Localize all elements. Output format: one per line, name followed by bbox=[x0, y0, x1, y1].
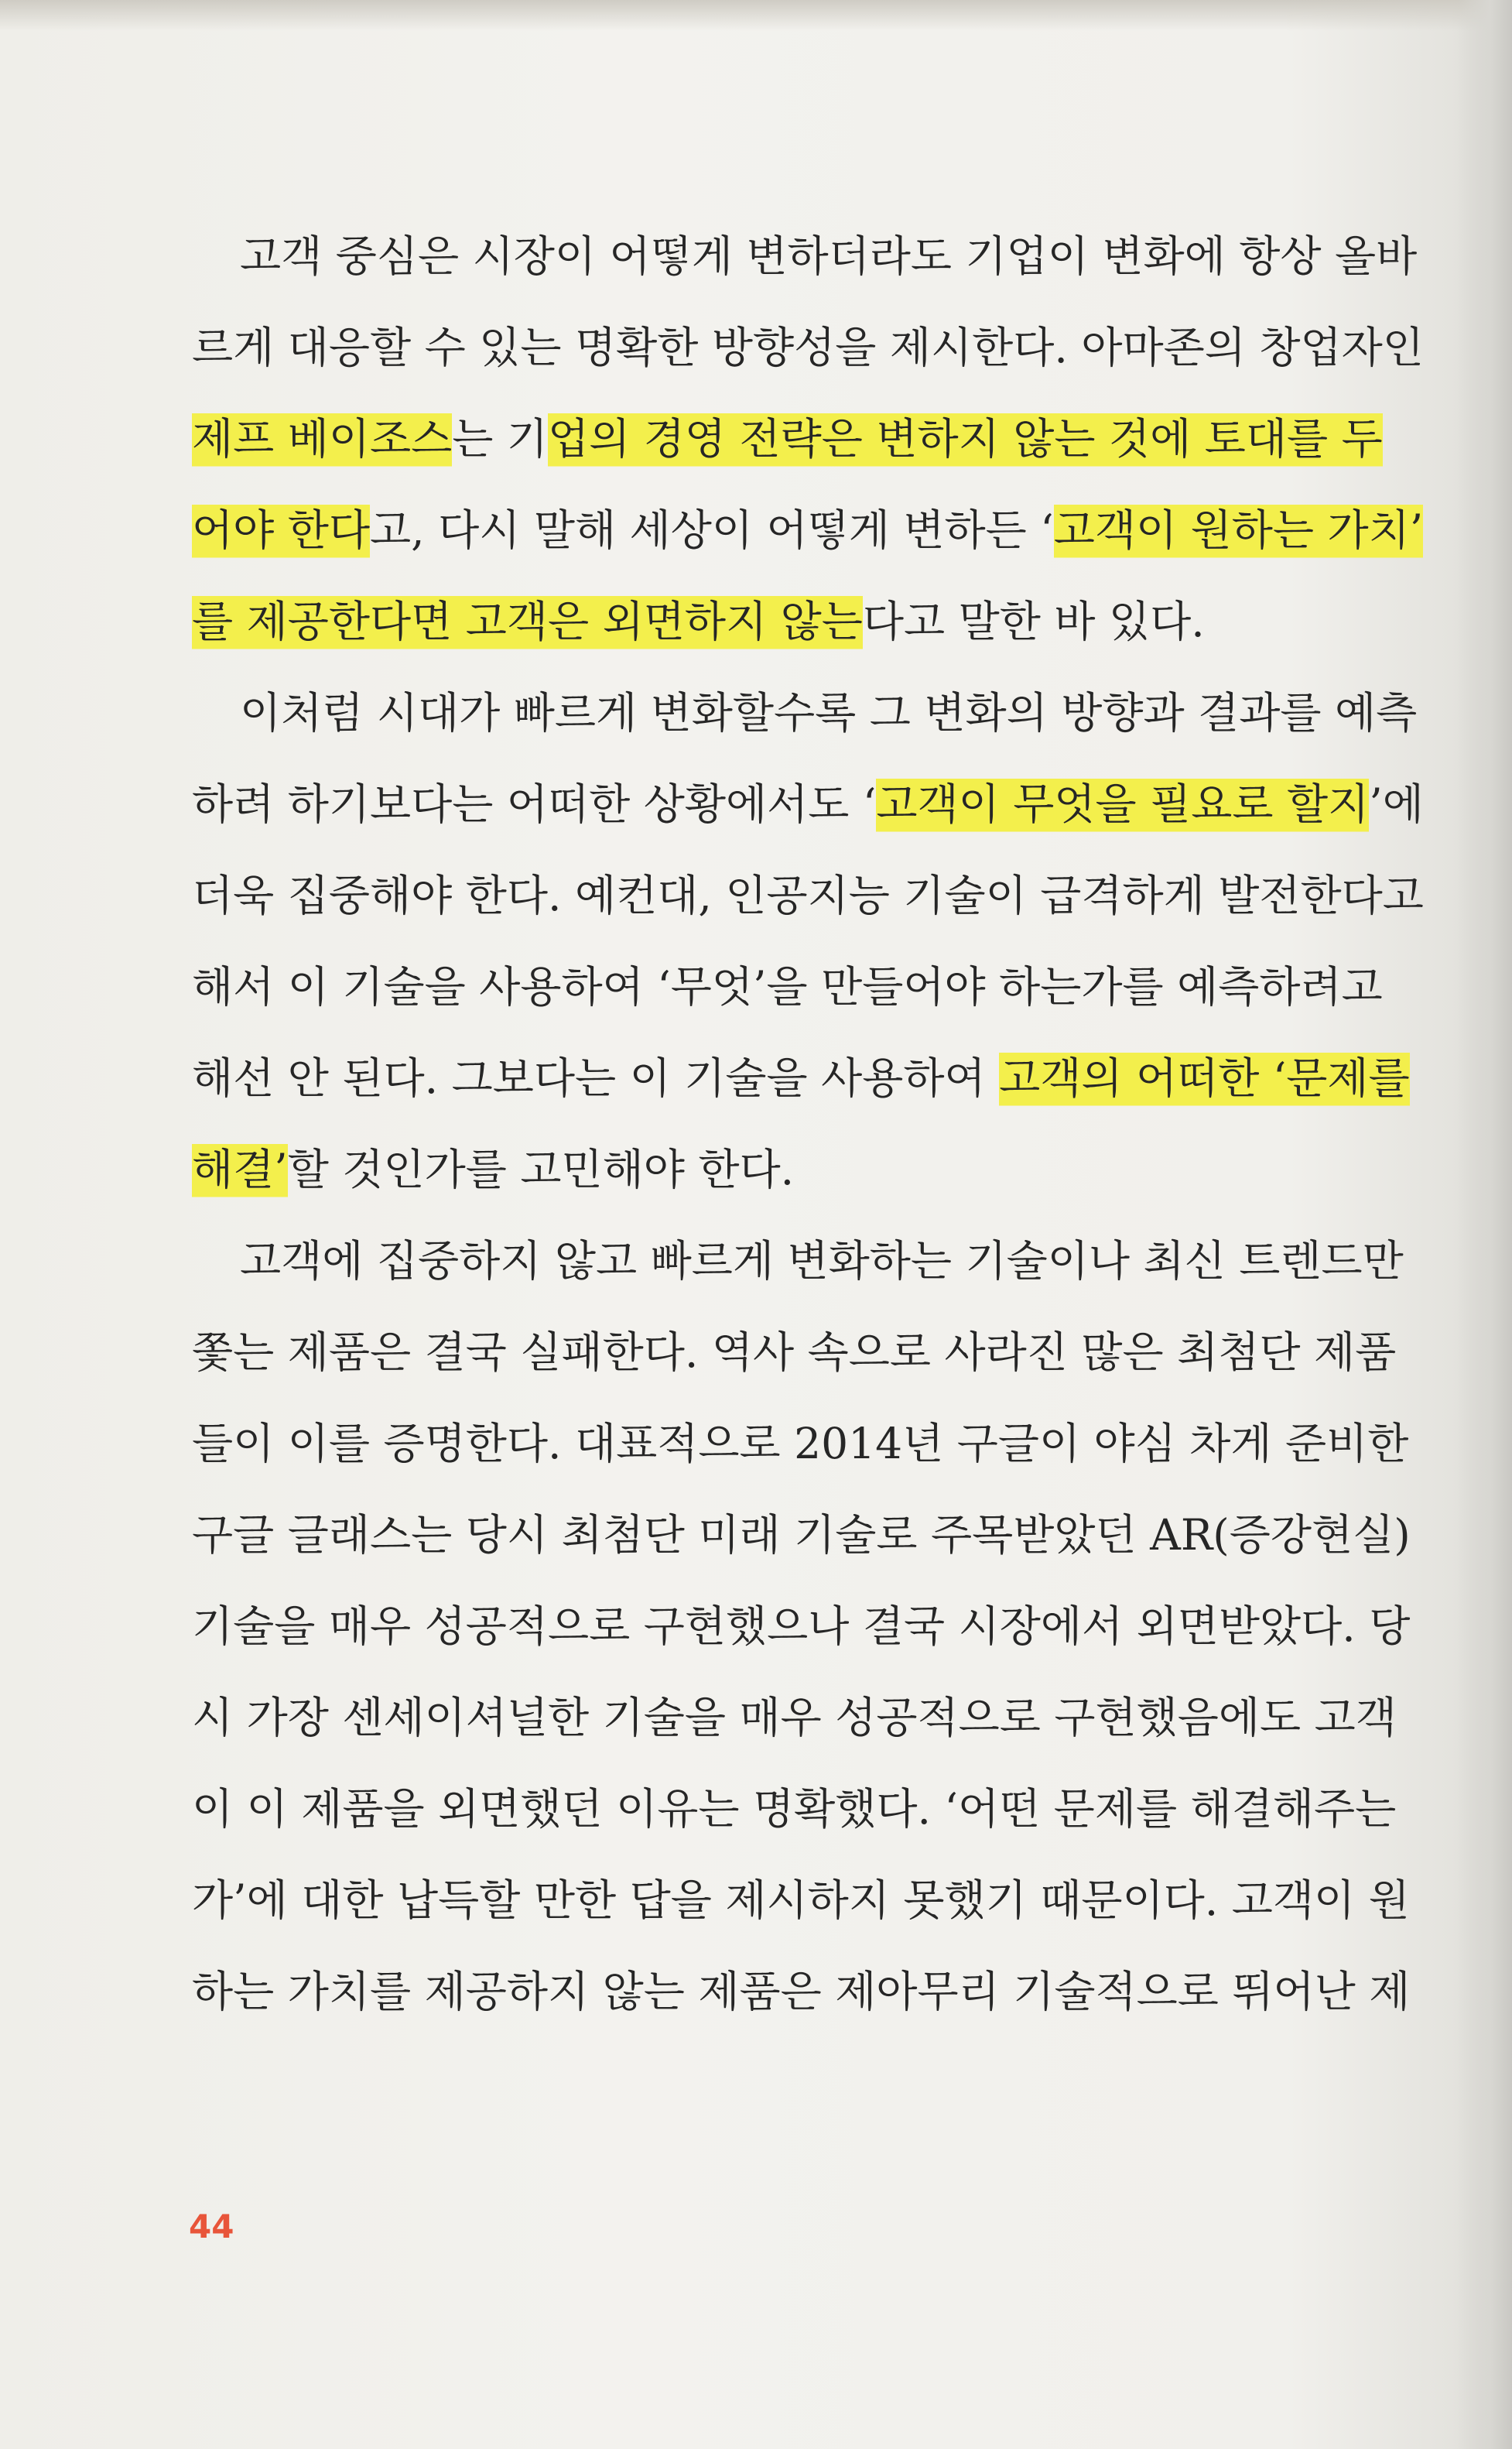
text-segment: 고객에 집중하지 않고 빠르게 변화하는 기술이나 최신 트렌드만 bbox=[240, 1236, 1404, 1286]
text-segment: 하는 가치를 제공하지 않는 제품은 제아무리 기술적으로 뛰어난 제 bbox=[192, 1967, 1411, 2016]
page-edge-shadow bbox=[1458, 0, 1512, 2449]
text-line bbox=[192, 576, 1353, 667]
text-line bbox=[192, 1307, 1397, 1398]
text-line bbox=[192, 211, 1418, 302]
text-line bbox=[192, 667, 1418, 759]
highlighted-text: 제프 베이조스 bbox=[192, 393, 452, 485]
text-line bbox=[192, 850, 1424, 941]
highlighted-text: 를 제공한다면 고객은 외면하지 않는 bbox=[192, 576, 863, 667]
highlighted-text: 고객이 무엇을 필요로 할지 bbox=[876, 759, 1369, 850]
text-line bbox=[192, 941, 1383, 1033]
text-line bbox=[192, 1672, 1397, 1763]
highlighted-text: 해결’ bbox=[192, 1124, 288, 1215]
text-segment: 더욱 집중해야 한다. 예컨대, 인공지능 기술이 급격하게 발전한다고 bbox=[192, 871, 1424, 920]
text-line bbox=[192, 759, 1424, 850]
text-line bbox=[192, 393, 1383, 485]
text-line bbox=[192, 1215, 1404, 1307]
text-line bbox=[192, 1124, 1353, 1215]
text-segment: 시 가장 센세이셔널한 기술을 매우 성공적으로 구현했음에도 고객 bbox=[192, 1693, 1397, 1742]
text-segment: 고, 다시 말해 세상이 어떻게 변하든 ‘ bbox=[370, 505, 1054, 555]
text-segment: 들이 이를 증명한다. 대표적으로 2014년 구글이 야심 차게 준비한 bbox=[192, 1419, 1409, 1468]
text-segment: 고객 중심은 시장이 어떻게 변하더라도 기업이 변화에 항상 올바 bbox=[240, 231, 1418, 281]
text-segment: 이 이 제품을 외면했던 이유는 명확했다. ‘어떤 문제를 해결해주는 bbox=[192, 1784, 1397, 1834]
highlighted-text: 고객의 어떠한 ‘문제를 bbox=[999, 1033, 1410, 1124]
text-segment: ’에 bbox=[1369, 779, 1424, 829]
highlighted-text: 고객이 원하는 가치’ bbox=[1054, 485, 1424, 576]
highlighted-text: 업의 경영 전략은 변하지 않는 것에 토대를 두 bbox=[548, 393, 1383, 485]
text-line bbox=[192, 1855, 1410, 1946]
text-line bbox=[192, 1398, 1409, 1489]
text-line bbox=[192, 1581, 1411, 1672]
text-line bbox=[192, 302, 1424, 393]
text-segment: 해서 이 기술을 사용하여 ‘무엇’을 만들어야 하는가를 예측하려고 bbox=[192, 962, 1383, 1012]
text-segment: 이처럼 시대가 빠르게 변화할수록 그 변화의 방향과 결과를 예측 bbox=[240, 688, 1418, 738]
text-segment: 쫓는 제품은 결국 실패한다. 역사 속으로 사라진 많은 최첨단 제품 bbox=[192, 1327, 1397, 1377]
text-segment: 하려 하기보다는 어떠한 상황에서도 ‘ bbox=[192, 779, 877, 829]
text-line bbox=[192, 1489, 1411, 1581]
text-line bbox=[192, 1946, 1411, 2037]
text-line bbox=[192, 485, 1424, 576]
highlighted-text: 어야 한다 bbox=[192, 485, 370, 576]
text-line bbox=[192, 1763, 1397, 1855]
text-segment: 기술을 매우 성공적으로 구현했으나 결국 시장에서 외면받았다. 당 bbox=[192, 1601, 1411, 1651]
text-segment: 가’에 대한 납득할 만한 답을 제시하지 못했기 때문이다. 고객이 원 bbox=[192, 1875, 1410, 1925]
text-segment: 해선 안 된다. 그보다는 이 기술을 사용하여 bbox=[192, 1053, 1000, 1103]
text-segment: 구글 글래스는 당시 최첨단 미래 기술로 주목받았던 AR(증강현실) bbox=[192, 1510, 1411, 1560]
text-line bbox=[192, 1033, 1410, 1124]
text-segment: 할 것인가를 고민해야 한다. bbox=[287, 1145, 795, 1194]
top-shadow bbox=[0, 0, 1512, 31]
text-segment: 는 기 bbox=[452, 414, 549, 464]
text-segment: 르게 대응할 수 있는 명확한 방향성을 제시한다. 아마존의 창업자인 bbox=[192, 323, 1424, 372]
page-number: 44 bbox=[189, 2208, 234, 2245]
text-segment: 다고 말한 바 있다. bbox=[862, 597, 1205, 646]
body-text bbox=[192, 211, 1424, 2037]
